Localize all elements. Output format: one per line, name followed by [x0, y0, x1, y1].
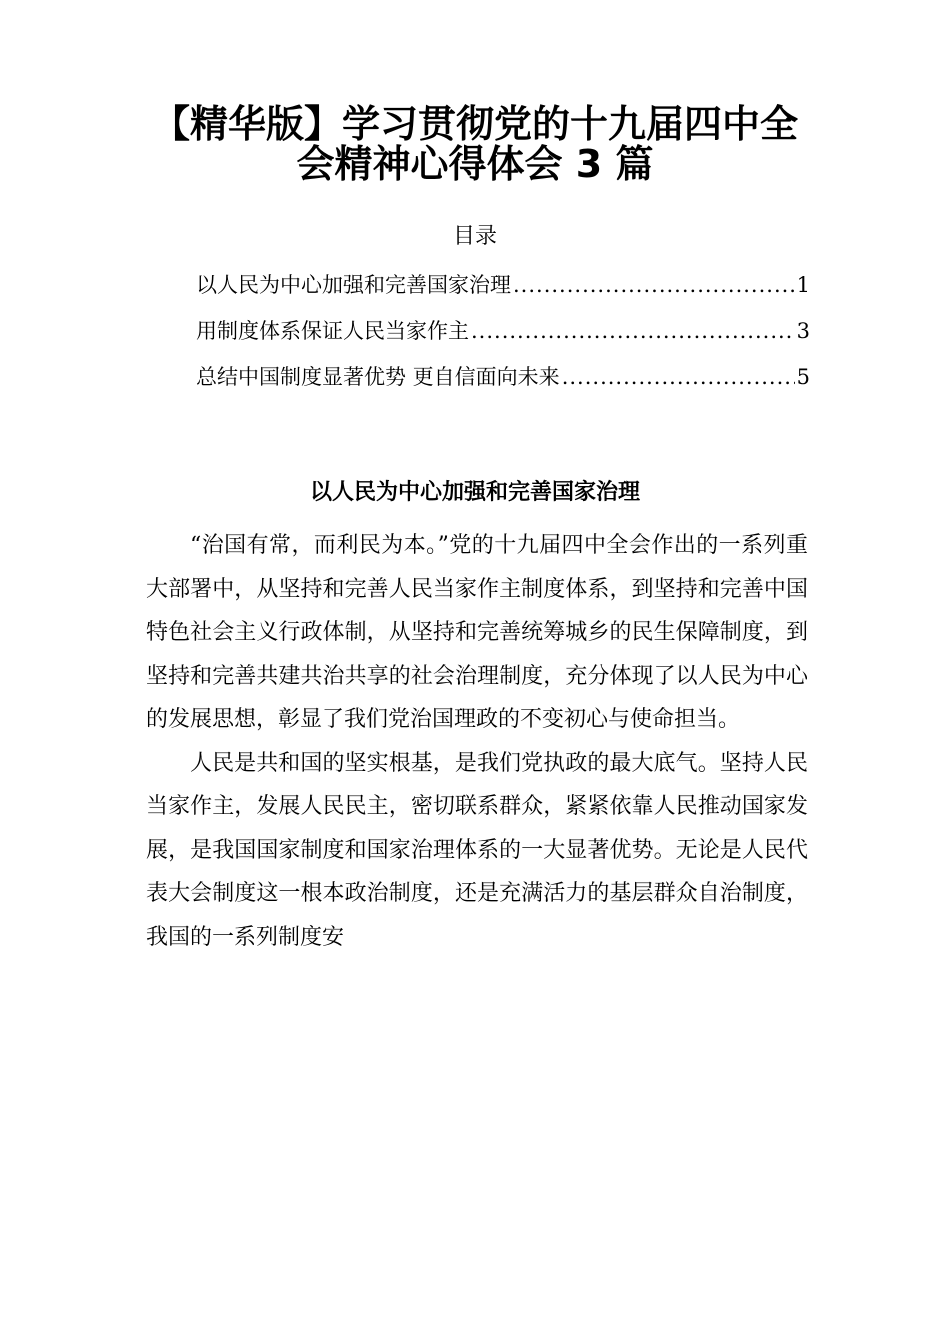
toc-dot-leader: [471, 314, 795, 348]
toc-entry[interactable]: [196, 268, 810, 314]
section-heading: 以人民为中心加强和完善国家治理: [309, 480, 640, 505]
toc-entry-label: 以人民为中心加强和完善国家治理: [196, 273, 511, 297]
toc-dot-leader: [513, 268, 795, 302]
table-of-contents: [196, 268, 810, 406]
toc-entry-label: 总结中国制度显著优势 更自信面向未来: [196, 365, 560, 389]
toc-entry-page: 3: [796, 319, 810, 343]
toc-dot-leader: [562, 360, 795, 394]
toc-entry-label: 用制度体系保证人民当家作主: [196, 319, 469, 343]
body-paragraph: “治国有常，而利民为本。”党的十九届四中全会作出的一系列重大部署中，从坚持和完善人民当家作主制度体系，到坚持和完善中国特色社会主义行政体制，从坚持和完善统筹城乡的民生保障制度，到坚持和完善共建共治共享的社会治理制度，充分体现了以人民为中心的发展思想，彰显了我们党治国理政的不变初心与使命担当。: [146, 533, 808, 732]
toc-heading: 目录: [452, 224, 497, 249]
document-title: 【精华版】学习贯彻党的十九届四中全会精神心得体会 3 篇: [151, 102, 798, 186]
toc-entry-page: 1: [796, 273, 810, 297]
toc-entry-page: 5: [796, 365, 810, 389]
toc-entry[interactable]: [196, 314, 810, 360]
toc-entry[interactable]: [196, 360, 810, 406]
section-body: [146, 524, 808, 959]
body-paragraph: 人民是共和国的坚实根基，是我们党执政的最大底气。坚持人民当家作主，发展人民民主，密切联系群众，紧紧依靠人民推动国家发展，是我国国家制度和国家治理体系的一大显著优势。无论是人民代表大会制度这一根本政治制度，还是充满活力的基层群众自治制度，我国的一系列制度安: [146, 750, 808, 950]
